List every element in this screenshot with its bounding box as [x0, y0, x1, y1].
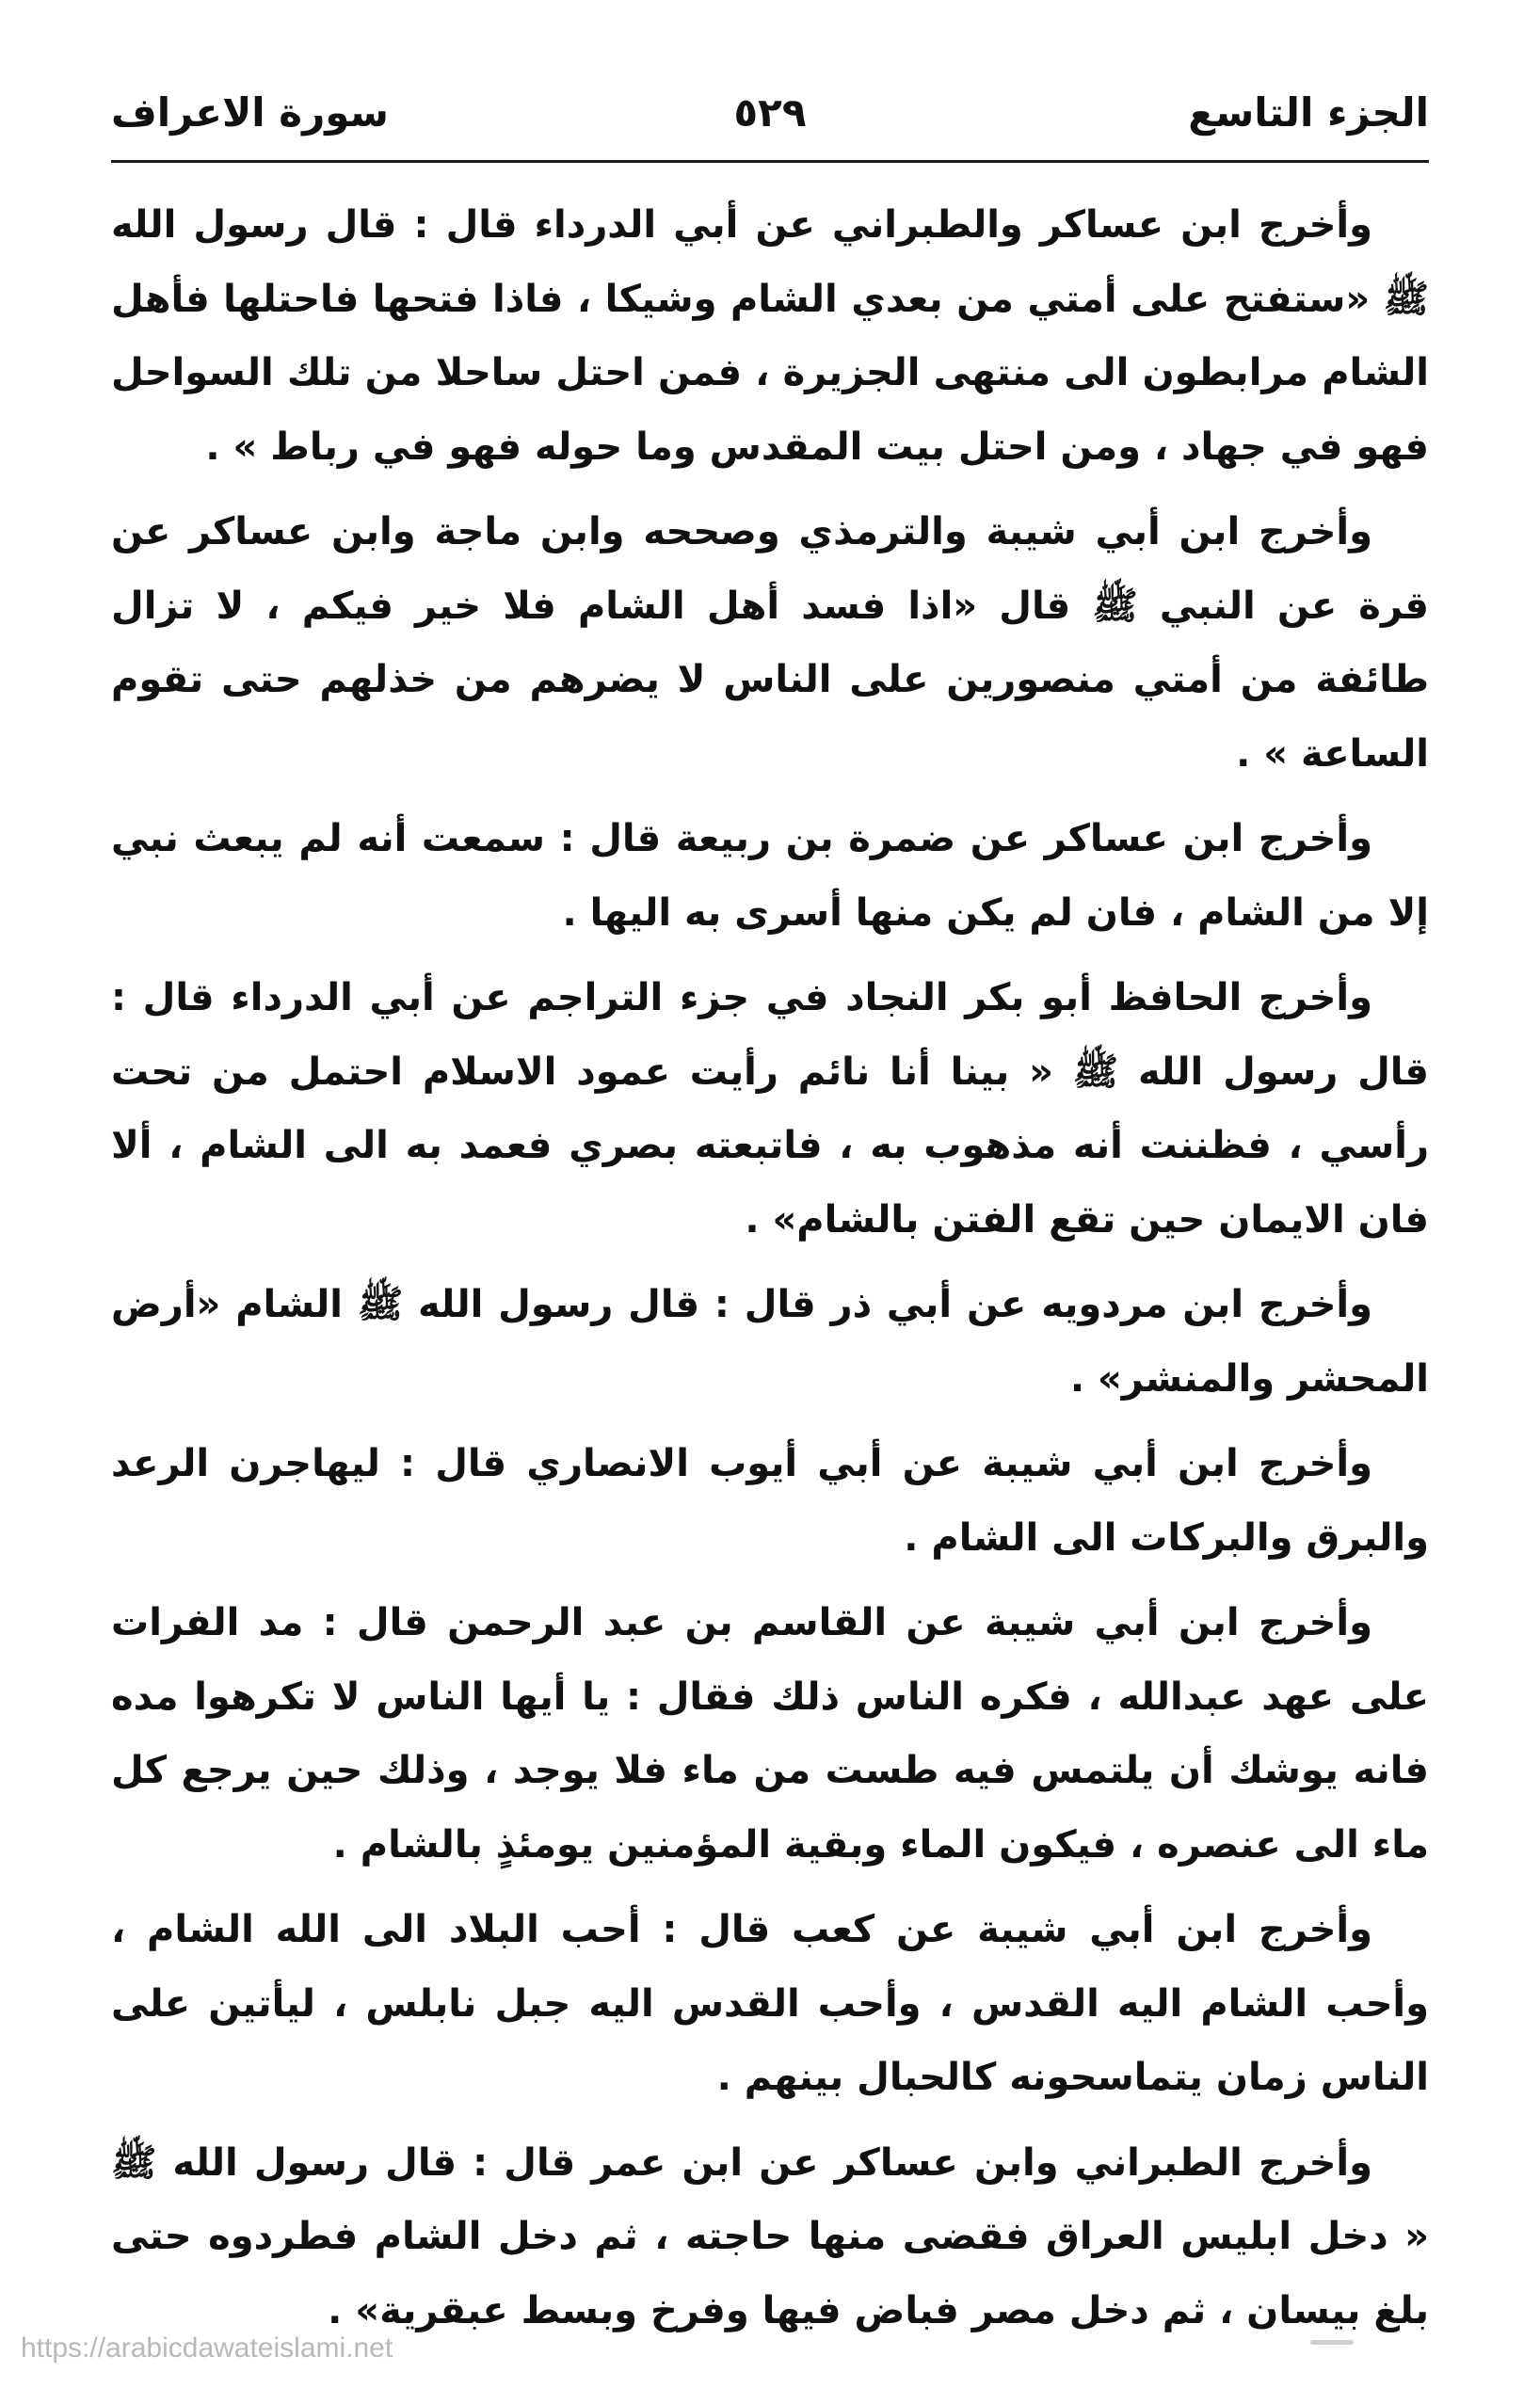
- page-body: [111, 188, 1429, 2359]
- juz-title: الجزء التاسع: [1188, 89, 1429, 136]
- paragraph-5: وأخرج ابن مردويه عن أبي ذر قال : قال رسول الله ﷺ الشام «أرض المحشر والمنشر» .: [111, 1283, 1429, 1401]
- paragraph-9: وأخرج الطبراني وابن عساكر عن ابن عمر قال : قال رسول الله ﷺ « دخل ابليس العراق فقضى منها حاجته ، ثم دخل الشام فطردوه حتى بلغ بيسان ، ثم دخل مصر فباض فيها وفرخ وبسط عبقرية» .: [111, 2140, 1429, 2332]
- ink-smudge: [1310, 2340, 1354, 2345]
- page-number: ٥٢٩: [733, 89, 807, 136]
- surah-title: سورة الاعراف: [111, 89, 389, 136]
- paragraph-1: وأخرج ابن عساكر والطبراني عن أبي الدرداء قال : قال رسول الله ﷺ «ستفتح على أمتي من بعدي الشام وشيكا ، فاذا فتحها فاحتلها فأهل الشام مرابطون الى منتهى الجزيرة ، فمن احتل ساحلا من تلك السواحل فهو في جهاد ، ومن احتل بيت المقدس وما حوله فهو في رباط » .: [111, 203, 1429, 469]
- running-header: [111, 75, 1429, 151]
- paragraph-6: وأخرج ابن أبي شيبة عن أبي أيوب الانصاري قال : ليهاجرن الرعد والبرق والبركات الى الشام .: [111, 1442, 1429, 1560]
- header-rule: [111, 160, 1429, 163]
- source-watermark[interactable]: https://arabicdawateislami.net: [21, 2332, 393, 2364]
- paragraph-7: وأخرج ابن أبي شيبة عن القاسم بن عبد الرحمن قال : مد الفرات على عهد عبدالله ، فكره الناس ذلك فقال : يا أيها الناس لا تكرهوا مده فانه يوشك أن يلتمس فيه طست من ماء فلا يوجد ، وذلك حين يرجع كل ماء الى عنصره ، فيكون الماء وبقية المؤمنين يومئذٍ بالشام .: [111, 1601, 1429, 1867]
- paragraph-3: وأخرج ابن عساكر عن ضمرة بن ربيعة قال : سمعت أنه لم يبعث نبي إلا من الشام ، فان لم يكن منها أسرى به اليها .: [111, 817, 1429, 935]
- paragraph-4: وأخرج الحافظ أبو بكر النجاد في جزء التراجم عن أبي الدرداء قال : قال رسول الله ﷺ « بينا أنا نائم رأيت عمود الاسلام احتمل من تحت رأسي ، فظننت أنه مذهوب به ، فاتبعته بصري فعمد به الى الشام ، ألا فان الايمان حين تقع الفتن بالشام» .: [111, 976, 1429, 1242]
- paragraph-2: وأخرج ابن أبي شيبة والترمذي وصححه وابن ماجة وابن عساكر عن قرة عن النبي ﷺ قال «اذا فسد أهل الشام فلا خير فيكم ، لا تزال طائفة من أمتي منصورين على الناس لا يضرهم من خذلهم حتى تقوم الساعة » .: [111, 510, 1429, 776]
- paragraph-8: وأخرج ابن أبي شيبة عن كعب قال : أحب البلاد الى الله الشام ، وأحب الشام اليه القدس ، وأحب القدس اليه جبل نابلس ، ليأتين على الناس زمان يتماسحونه كالحبال بينهم .: [111, 1908, 1429, 2099]
